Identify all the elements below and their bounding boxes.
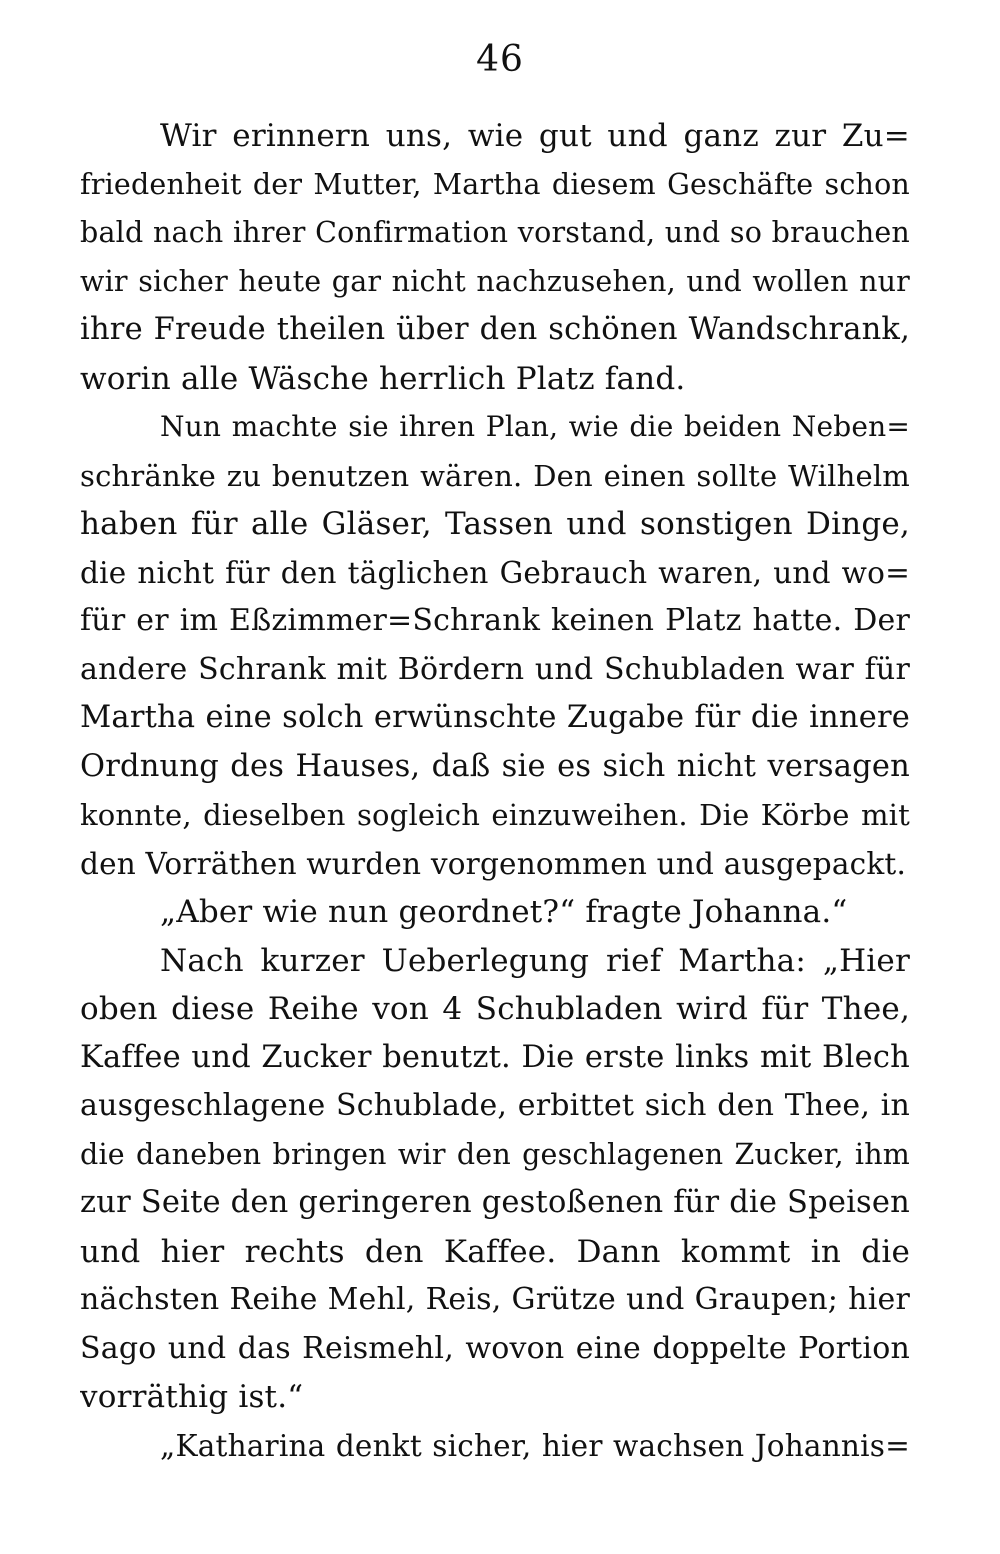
text-line: konnte, dieselben sogleich einzuweihen. Die Körbe mit xyxy=(80,798,910,832)
text-line: für er im Eßzimmer=Schrank keinen Platz hatte. Der xyxy=(80,603,910,638)
text-line: wir sicher heute gar nicht nachzusehen, und wollen nur xyxy=(80,264,910,298)
text-line: Nun machte sie ihren Plan, wie die beiden Neben= xyxy=(160,410,910,443)
text-line: die daneben bringen wir den geschlagenen Zucker, ihm xyxy=(80,1137,910,1171)
text-line: „Aber wie nun geordnet?“ fragte Johanna.“ xyxy=(160,894,848,930)
text-line: Wir erinnern uns, wie gut und ganz zur Zu= xyxy=(160,118,910,154)
text-line: den Vorräthen wurden vorgenommen und ausgepackt. xyxy=(80,846,907,881)
text-line: „Katharina denkt sicher, hier wachsen Johannis= xyxy=(160,1428,910,1463)
text-line: friedenheit der Mutter, Martha diesem Geschäfte schon xyxy=(80,167,910,201)
body-text xyxy=(80,112,910,1470)
text-line: worin alle Wäsche herrlich Platz fand. xyxy=(80,360,686,397)
text-line: Ordnung des Hauses, daß sie es sich nicht versagen xyxy=(80,748,910,784)
text-line: vorräthig ist.“ xyxy=(80,1379,304,1415)
text-line: nächsten Reihe Mehl, Reis, Grütze und Graupen; hier xyxy=(80,1282,910,1317)
text-line: Kaffee und Zucker benutzt. Die erste links mit Blech xyxy=(80,1039,910,1075)
text-line: andere Schrank mit Bördern und Schubladen war für xyxy=(80,651,910,687)
page-number: 46 xyxy=(476,39,524,80)
text-line: und hier rechts den Kaffee. Dann kommt in die xyxy=(80,1233,910,1270)
text-line: ausgeschlagene Schublade, erbittet sich den Thee, in xyxy=(80,1088,910,1123)
text-line: Nach kurzer Ueberlegung rief Martha: „Hier xyxy=(160,942,910,979)
text-line: ihre Freude theilen über den schönen Wandschrank, xyxy=(80,312,910,347)
text-line: Martha eine solch erwünschte Zugabe für die innere xyxy=(80,700,910,735)
text-line: haben für alle Gläser, Tassen und sonstigen Dinge, xyxy=(80,506,910,542)
text-line: oben diese Reihe von 4 Schubladen wird für Thee, xyxy=(80,991,910,1027)
text-line: die nicht für den täglichen Gebrauch waren, und wo= xyxy=(80,555,910,590)
text-line: Sago und das Reismehl, wovon eine doppelte Portion xyxy=(80,1330,910,1366)
text-line: zur Seite den geringeren gestoßenen für die Speisen xyxy=(80,1185,910,1220)
text-line: schränke zu benutzen wären. Den einen sollte Wilhelm xyxy=(80,458,910,493)
text-line: bald nach ihrer Confirmation vorstand, und so brauchen xyxy=(80,216,910,249)
